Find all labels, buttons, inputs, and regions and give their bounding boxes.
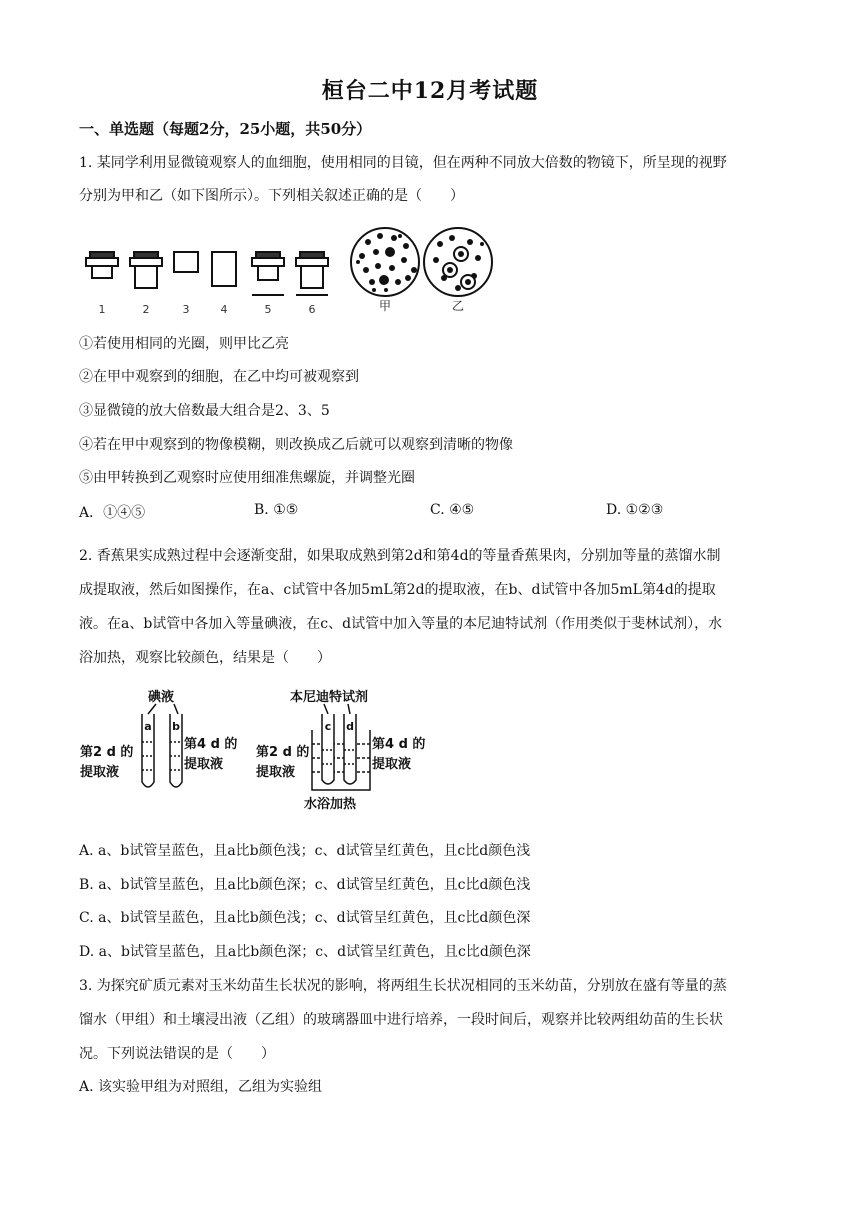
tube-a-label: a — [144, 720, 152, 733]
q3-line-2: 馏水（甲组）和土壤浸出液（乙组）的玻璃器皿中进行培养，一段时间后，观察并比较两组幼苗的生长状 — [79, 1012, 723, 1028]
q2-line-3: 液。在a、b试管中各加入等量碘液，在c、d试管中加入等量的本尼迪特试剂（作用类似于斐林试剂），水 — [79, 616, 723, 632]
field-jia — [351, 228, 419, 313]
q3-line-3: 况。下列说法错误的是（ ） — [79, 1046, 275, 1062]
q1-line-2: 分别为甲和乙（如下图所示）。下列相关叙述正确的是（ ） — [79, 188, 464, 204]
field-label-yi: 乙 — [451, 299, 465, 313]
iodine-label: 碘液 — [148, 690, 175, 705]
right-day2-label-2: 提取液 — [256, 765, 296, 780]
tube-b-label: b — [172, 720, 180, 733]
q3-line-1: 3. 为探究矿质元素对玉米幼苗生长状况的影响，将两组生长状况相同的玉米幼苗，分别放在盛有等量的蒸 — [79, 978, 727, 994]
q1-option-b[interactable]: B. ①⑤ — [254, 502, 299, 518]
water-bath-beaker — [312, 730, 370, 790]
right-day2-label-1: 第2 d 的 — [256, 745, 310, 760]
field-yi — [424, 228, 492, 313]
q2-line-2: 成提取液，然后如图操作，在a、c试管中各加5mL第2d的提取液，在b、d试管中各加5mL第4d的提取 — [79, 582, 716, 598]
left-day2-label-1: 第2 d 的 — [80, 745, 134, 760]
right-day4-label-1: 第4 d 的 — [372, 737, 426, 752]
lens-label-3: 3 — [182, 303, 190, 316]
q1-option-c[interactable]: C. ④⑤ — [430, 502, 475, 518]
q1-statement-2: ②在甲中观察到的细胞，在乙中均可被观察到 — [79, 369, 359, 385]
left-day4-label-2: 提取液 — [184, 757, 224, 772]
q1-statement-3: ③显微镜的放大倍数最大组合是2、3、5 — [79, 403, 330, 419]
q1-statement-4: ④若在甲中观察到的物像模糊，则改换成乙后就可以观察到清晰的物像 — [79, 437, 513, 453]
lens-3 — [174, 252, 198, 272]
lens-label-2: 2 — [142, 303, 150, 316]
test-tube-figure — [78, 684, 448, 816]
lens-5 — [252, 252, 284, 295]
lens-6 — [296, 252, 328, 295]
lens-label-1: 1 — [98, 303, 106, 316]
q1-statement-1: ①若使用相同的光圈，则甲比乙亮 — [79, 336, 289, 352]
tube-c-label: c — [324, 720, 332, 733]
left-day2-label-2: 提取液 — [80, 765, 120, 780]
q2-line-1: 2. 香蕉果实成熟过程中会逐渐变甜，如果取成熟到第2d和第4d的等量香蕉果肉，分别加等量的蒸馏水制 — [79, 548, 721, 564]
lens-label-6: 6 — [308, 303, 316, 316]
q1-option-a[interactable]: A．①④⑤ — [79, 505, 146, 521]
q2-option-b[interactable]: B. a、b试管呈蓝色，且a比b颜色深；c、d试管呈红黄色，且c比d颜色浅 — [79, 877, 531, 893]
lens-1 — [86, 252, 118, 278]
q2-line-4: 浴加热，观察比较颜色，结果是（ ） — [79, 650, 331, 666]
section-heading: 一、单选题（每题2分，25小题，共50分） — [79, 120, 372, 138]
q1-option-d[interactable]: D. ①②③ — [606, 502, 664, 518]
microscope-figure — [78, 222, 508, 322]
lens-label-5: 5 — [264, 303, 272, 316]
q2-option-a[interactable]: A. a、b试管呈蓝色，且a比b颜色浅；c、d试管呈红黄色，且c比d颜色浅 — [79, 843, 531, 859]
field-label-jia: 甲 — [378, 299, 392, 313]
lens-label-4: 4 — [220, 303, 228, 316]
q1-line-1: 1. 某同学利用显微镜观察人的血细胞，使用相同的目镜，但在两种不同放大倍数的物镜下，所呈现的视野 — [79, 155, 727, 171]
reagent-label: 本尼迪特试剂 — [290, 690, 369, 705]
q1-statement-5: ⑤由甲转换到乙观察时应使用细准焦螺旋，并调整光圈 — [79, 470, 415, 486]
page-title: 桓台二中12月考试题 — [321, 78, 539, 104]
right-day4-label-2: 提取液 — [372, 757, 412, 772]
left-day4-label-1: 第4 d 的 — [184, 737, 238, 752]
q3-option-a[interactable]: A. 该实验甲组为对照组，乙组为实验组 — [79, 1079, 323, 1095]
lens-2 — [130, 252, 162, 288]
q2-option-c[interactable]: C. a、b试管呈蓝色，且a比b颜色浅；c、d试管呈红黄色，且c比d颜色深 — [79, 910, 531, 926]
lens-4 — [212, 252, 236, 286]
tube-d-label: d — [346, 720, 354, 733]
q2-option-d[interactable]: D. a、b试管呈蓝色，且a比b颜色深；c、d试管呈红黄色，且c比d颜色深 — [79, 944, 531, 960]
water-bath-label: 水浴加热 — [304, 797, 357, 812]
